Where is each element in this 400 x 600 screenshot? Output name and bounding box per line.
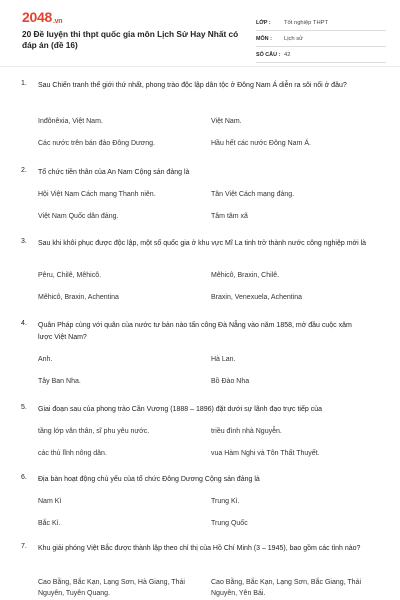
option-a[interactable]: Inđônêxia, Việt Nam. bbox=[38, 118, 103, 125]
option-c[interactable]: Các nước trên bán đảo Đông Dương. bbox=[38, 140, 156, 147]
option-a[interactable]: Hội Việt Nam Cách mạng Thanh niên. bbox=[38, 191, 156, 198]
meta-value: Tốt nghiệp THPT bbox=[284, 19, 329, 26]
option-d[interactable]: Hầu hết các nước Đông Nam Á. bbox=[211, 140, 311, 147]
option-c[interactable]: Bắc Kì. bbox=[38, 520, 61, 527]
exam-title: 20 Đề luyện thi thpt quốc gia môn Lịch Sử Hay Nhất có đáp án (đề 16) bbox=[22, 29, 239, 50]
question-text: Sau Chiến tranh thế giới thứ nhất, phong trào độc lập dân tộc ở Đông Nam Á diễn ra sôi nổi ở đâu? bbox=[38, 82, 347, 89]
option-d[interactable]: Braxin, Venexuela, Achentina bbox=[211, 294, 303, 301]
question-number: 6. bbox=[21, 474, 27, 481]
option-a[interactable]: tầng lớp văn thân, sĩ phu yêu nước. bbox=[38, 428, 150, 435]
option-c[interactable]: các thủ lĩnh nông dân. bbox=[38, 450, 107, 457]
meta-row-subject bbox=[256, 31, 386, 47]
question-number: 4. bbox=[21, 320, 27, 327]
meta-value: Lịch sử bbox=[284, 35, 304, 42]
option-c[interactable]: Mêhicô, Braxin, Achentina bbox=[38, 294, 119, 301]
meta-row-count bbox=[256, 47, 386, 63]
option-c[interactable]: Tây Ban Nha. bbox=[38, 378, 81, 385]
option-b[interactable]: triều đình nhà Nguyễn. bbox=[211, 428, 282, 435]
meta-row-class bbox=[256, 15, 386, 31]
question-text: Tổ chức tiền thân của An Nam Cộng sản đảng là bbox=[38, 169, 190, 176]
option-b[interactable]: Cao Bằng, Bắc Kạn, Lạng Sơn, Bắc Giang, Thái Nguyên, Yên Bái. bbox=[211, 579, 362, 597]
question-text: Sau khi khôi phục được độc lập, một số quốc gia ở khu vực Mĩ La tinh trở thành nước công nghiệp mới là bbox=[38, 240, 367, 247]
meta-value: 42 bbox=[284, 51, 291, 58]
option-b[interactable]: Hà Lan. bbox=[211, 356, 236, 363]
option-d[interactable]: Tâm tâm xã bbox=[211, 213, 248, 220]
meta-label: MÔN : bbox=[256, 35, 272, 42]
option-d[interactable]: Trung Quốc bbox=[211, 520, 248, 527]
option-b[interactable]: Trung Kì. bbox=[211, 498, 240, 505]
option-c[interactable]: Việt Nam Quốc dân đảng. bbox=[38, 213, 119, 220]
question-number: 1. bbox=[21, 80, 27, 87]
option-a[interactable]: Pêru, Chilê, Mêhicô. bbox=[38, 272, 102, 279]
option-b[interactable]: Mêhicô, Braxin, Chilê. bbox=[211, 272, 280, 279]
question-number: 7. bbox=[21, 543, 27, 550]
option-a[interactable]: Nam Kì bbox=[38, 498, 62, 505]
option-a[interactable]: Cao Bằng, Bắc Kạn, Lạng Sơn, Hà Giang, Thái Nguyên, Tuyên Quang. bbox=[38, 579, 185, 597]
option-b[interactable]: Tân Việt Cách mạng đảng. bbox=[211, 191, 295, 198]
exam-meta bbox=[256, 15, 386, 63]
question-number: 3. bbox=[21, 238, 27, 245]
question-number: 2. bbox=[21, 167, 27, 174]
option-d[interactable]: Bồ Đào Nha bbox=[211, 378, 250, 385]
header bbox=[0, 0, 400, 67]
meta-label: LỚP : bbox=[256, 19, 271, 26]
logo-suffix: .vn bbox=[52, 18, 63, 25]
question-text: Địa bàn hoạt động chủ yếu của tổ chức Đông Dương Cộng sản đảng là bbox=[38, 476, 260, 483]
question-text: Khu giải phóng Việt Bắc được thành lập theo chỉ thị của Hồ Chí Minh (3 – 1945), bao gồm các tỉnh nào? bbox=[38, 545, 361, 552]
question-text: Quân Pháp cùng với quân của nước tư bản nào tấn công Đà Nẵng vào năm 1858, mở đầu cuộc xâm lược Việt Nam? bbox=[38, 322, 352, 341]
meta-label: SỐ CÂU : bbox=[256, 51, 281, 58]
option-b[interactable]: Việt Nam. bbox=[211, 118, 242, 125]
question-number: 5. bbox=[21, 404, 27, 411]
site-logo[interactable] bbox=[22, 9, 62, 25]
option-d[interactable]: vua Hàm Nghi và Tôn Thất Thuyết. bbox=[211, 450, 320, 457]
logo-text: 2048 bbox=[22, 9, 52, 25]
question-text: Giai đoạn sau của phong trào Cần Vương (1888 – 1896) đặt dưới sự lãnh đạo trực tiếp của bbox=[38, 406, 322, 413]
option-a[interactable]: Anh. bbox=[38, 356, 53, 363]
